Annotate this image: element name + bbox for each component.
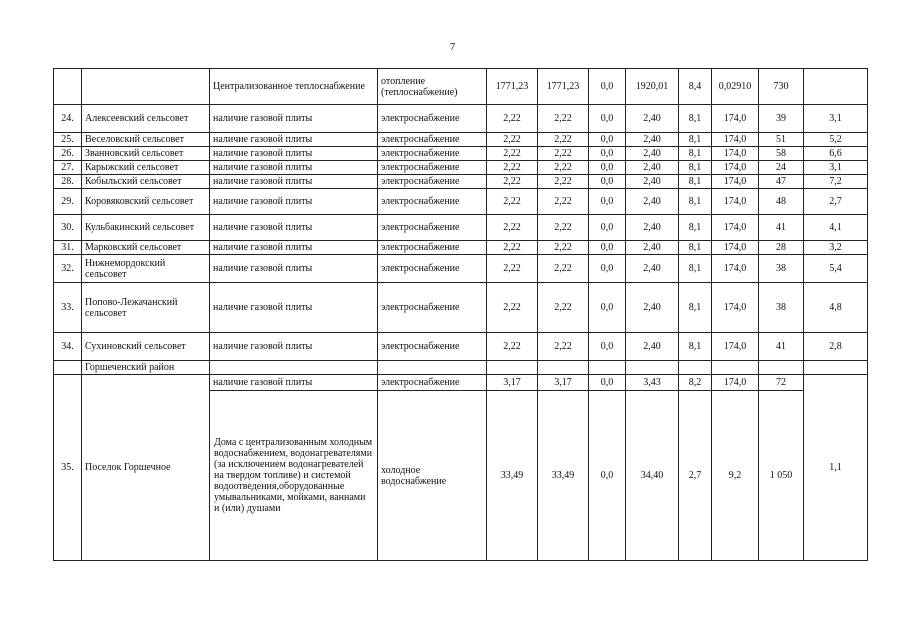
cell-c5: 8,1: [679, 333, 712, 361]
cell-num: 26.: [54, 147, 82, 161]
cell-c5: 8,1: [679, 105, 712, 133]
cell-name: Поселок Горшечное: [82, 375, 210, 561]
cell-resource: электроснабжение: [378, 133, 487, 147]
cell-c1: 2,22: [487, 333, 538, 361]
cell-c4: 2,40: [626, 189, 679, 215]
cell-num: 25.: [54, 133, 82, 147]
cell-c2: 2,22: [538, 215, 589, 241]
cell-num: [54, 361, 82, 375]
cell-type: наличие газовой плиты: [210, 175, 378, 189]
cell-num: 29.: [54, 189, 82, 215]
cell-name: Сухиновский сельсовет: [82, 333, 210, 361]
cell-c2: 2,22: [538, 147, 589, 161]
cell-type: Централизованное теплоснабжение: [210, 69, 378, 105]
cell-c1: 1771,23: [487, 69, 538, 105]
cell-c6: 174,0: [712, 215, 759, 241]
cell-c7: 28: [759, 241, 804, 255]
cell-c8: 2,8: [804, 333, 868, 361]
table-row-35-gas: [54, 375, 868, 391]
cell-name: [82, 69, 210, 105]
cell-name: Кобыльский сельсовет: [82, 175, 210, 189]
cell-c2: 2,22: [538, 133, 589, 147]
table-row: [54, 105, 868, 133]
cell-c4: 1920,01: [626, 69, 679, 105]
page-number: 7: [449, 41, 456, 53]
cell-c2: 33,49: [538, 391, 589, 561]
cell-c7: 1 050: [759, 391, 804, 561]
cell-c3: 0,0: [589, 333, 626, 361]
cell-type: Дома с централизованным холодным водоснабжением, водонагревателями (за исключением водонагревателей на твердом топливе) и системой водоотведения,оборудованные умывальниками, мойками, ваннами и (или) душами: [210, 391, 378, 561]
cell-c8: [804, 69, 868, 105]
cell-c2: 2,22: [538, 161, 589, 175]
cell-num: 33.: [54, 283, 82, 333]
district-row: [54, 361, 868, 375]
cell-c3: 0,0: [589, 375, 626, 391]
cell-c1: 2,22: [487, 105, 538, 133]
cell-c3: 0,0: [589, 241, 626, 255]
cell-type: наличие газовой плиты: [210, 147, 378, 161]
cell-name: Нижнемордокский сельсовет: [82, 255, 210, 283]
cell-c1: 2,22: [487, 241, 538, 255]
cell-c7: 48: [759, 189, 804, 215]
cell-c8: 3,1: [804, 161, 868, 175]
cell-c2: 2,22: [538, 255, 589, 283]
cell-c6: 174,0: [712, 333, 759, 361]
cell-c5: 8,1: [679, 161, 712, 175]
table-row: [54, 215, 868, 241]
cell-c6: 174,0: [712, 147, 759, 161]
cell-name: Коровяковский сельсовет: [82, 189, 210, 215]
cell-resource: электроснабжение: [378, 333, 487, 361]
cell-c1: 2,22: [487, 189, 538, 215]
cell-c4: 2,40: [626, 333, 679, 361]
cell-c6: 174,0: [712, 189, 759, 215]
cell-type: наличие газовой плиты: [210, 133, 378, 147]
table-row: [54, 255, 868, 283]
cell-c6: 174,0: [712, 375, 759, 391]
cell-c7: 38: [759, 283, 804, 333]
cell-c5: 8,1: [679, 147, 712, 161]
cell-c4: 34,40: [626, 391, 679, 561]
cell-c5: 8,1: [679, 175, 712, 189]
cell-c3: 0,0: [589, 175, 626, 189]
cell-resource: электроснабжение: [378, 161, 487, 175]
cell-c2: 2,22: [538, 105, 589, 133]
cell-c8: 4,8: [804, 283, 868, 333]
cell-type: наличие газовой плиты: [210, 333, 378, 361]
cell-name: Веселовский сельсовет: [82, 133, 210, 147]
cell-c5: 8,1: [679, 241, 712, 255]
district-name: Горшеченский район: [82, 361, 210, 375]
cell-c1: 3,17: [487, 375, 538, 391]
consumption-norms-table: [53, 68, 868, 561]
cell-c4: 2,40: [626, 161, 679, 175]
cell-c1: 2,22: [487, 215, 538, 241]
cell-c5: 8,4: [679, 69, 712, 105]
cell-c3: 0,0: [589, 161, 626, 175]
cell-c7: 72: [759, 375, 804, 391]
cell-c4: 2,40: [626, 105, 679, 133]
cell-name: Попово-Лежачанский сельсовет: [82, 283, 210, 333]
cell-name: Марковский сельсовет: [82, 241, 210, 255]
cell-c4: 3,43: [626, 375, 679, 391]
cell-c3: 0,0: [589, 189, 626, 215]
cell-name: Званновский сельсовет: [82, 147, 210, 161]
cell-c1: 2,22: [487, 147, 538, 161]
cell-type: наличие газовой плиты: [210, 161, 378, 175]
cell-c8: 7,2: [804, 175, 868, 189]
cell-c5: 8,1: [679, 215, 712, 241]
cell-c8: 2,7: [804, 189, 868, 215]
cell-name: Алексеевский сельсовет: [82, 105, 210, 133]
cell-type: наличие газовой плиты: [210, 375, 378, 391]
cell-c6: 174,0: [712, 161, 759, 175]
cell-c2: 3,17: [538, 375, 589, 391]
cell-c7: 47: [759, 175, 804, 189]
cell-c5: 8,2: [679, 375, 712, 391]
table-row: [54, 189, 868, 215]
cell-c1: 2,22: [487, 255, 538, 283]
cell-c6: 174,0: [712, 241, 759, 255]
cell-num: 27.: [54, 161, 82, 175]
cell-resource: [378, 361, 487, 375]
cell-c4: 2,40: [626, 175, 679, 189]
cell-c3: 0,0: [589, 133, 626, 147]
cell-resource: холодное водоснабжение: [378, 391, 487, 561]
cell-c8: 5,4: [804, 255, 868, 283]
cell-type: наличие газовой плиты: [210, 241, 378, 255]
cell-num: 35.: [54, 375, 82, 561]
table-row: [54, 133, 868, 147]
cell-resource: электроснабжение: [378, 147, 487, 161]
cell-resource: электроснабжение: [378, 175, 487, 189]
cell-c2: 2,22: [538, 241, 589, 255]
table-row: [54, 175, 868, 189]
cell-num: 32.: [54, 255, 82, 283]
table-row: [54, 147, 868, 161]
cell-c5: 8,1: [679, 283, 712, 333]
cell-type: [210, 361, 378, 375]
cell-c1: 33,49: [487, 391, 538, 561]
cell-c2: 2,22: [538, 189, 589, 215]
cell-type: наличие газовой плиты: [210, 255, 378, 283]
cell-c8: 4,1: [804, 215, 868, 241]
cell-c8: 5,2: [804, 133, 868, 147]
cell-c7: 41: [759, 333, 804, 361]
cell-c3: 0,0: [589, 215, 626, 241]
cell-c2: 2,22: [538, 333, 589, 361]
cell-c5: 2,7: [679, 391, 712, 561]
cell-resource: электроснабжение: [378, 241, 487, 255]
cell-c3: 0,0: [589, 283, 626, 333]
cell-num: 31.: [54, 241, 82, 255]
cell-c8: 3,2: [804, 241, 868, 255]
cell-c6: 174,0: [712, 133, 759, 147]
cell-name: Карыжский сельсовет: [82, 161, 210, 175]
table-row: [54, 283, 868, 333]
cell-c1: 2,22: [487, 175, 538, 189]
cell-resource: отопление (теплоснабжение): [378, 69, 487, 105]
cell-c3: 0,0: [589, 255, 626, 283]
cell-c7: 41: [759, 215, 804, 241]
cell-c1: 2,22: [487, 161, 538, 175]
cell-resource: электроснабжение: [378, 283, 487, 333]
cell-c7: 58: [759, 147, 804, 161]
cell-num: 34.: [54, 333, 82, 361]
cell-c2: 1771,23: [538, 69, 589, 105]
cell-resource: электроснабжение: [378, 105, 487, 133]
cell-c7: 38: [759, 255, 804, 283]
cell-c6: 174,0: [712, 283, 759, 333]
cell-resource: электроснабжение: [378, 375, 487, 391]
cell-c6: 0,02910: [712, 69, 759, 105]
cell-c4: 2,40: [626, 215, 679, 241]
cell-type: наличие газовой плиты: [210, 105, 378, 133]
table-row: [54, 333, 868, 361]
cell-c7: 730: [759, 69, 804, 105]
cell-c4: 2,40: [626, 133, 679, 147]
cell-c7: 39: [759, 105, 804, 133]
cell-resource: электроснабжение: [378, 189, 487, 215]
cell-num: 24.: [54, 105, 82, 133]
cell-c4: 2,40: [626, 283, 679, 333]
cell-c4: 2,40: [626, 147, 679, 161]
cell-num: [54, 69, 82, 105]
cell-c2: 2,22: [538, 175, 589, 189]
cell-c8: 1,1: [804, 375, 868, 561]
cell-c3: 0,0: [589, 391, 626, 561]
cell-name: Кульбакинский сельсовет: [82, 215, 210, 241]
table-row: [54, 161, 868, 175]
cell-c6: 9,2: [712, 391, 759, 561]
cell-c6: 174,0: [712, 175, 759, 189]
cell-c8: 6,6: [804, 147, 868, 161]
cell-c7: 24: [759, 161, 804, 175]
cell-c4: 2,40: [626, 241, 679, 255]
cell-c4: 2,40: [626, 255, 679, 283]
table-header-row: [54, 69, 868, 105]
cell-num: 28.: [54, 175, 82, 189]
cell-resource: электроснабжение: [378, 255, 487, 283]
cell-c6: 174,0: [712, 105, 759, 133]
cell-c2: 2,22: [538, 283, 589, 333]
cell-c5: 8,1: [679, 255, 712, 283]
cell-c5: 8,1: [679, 133, 712, 147]
cell-c3: 0,0: [589, 105, 626, 133]
cell-c3: 0,0: [589, 69, 626, 105]
cell-c7: 51: [759, 133, 804, 147]
cell-num: 30.: [54, 215, 82, 241]
cell-type: наличие газовой плиты: [210, 283, 378, 333]
cell-type: наличие газовой плиты: [210, 215, 378, 241]
cell-resource: электроснабжение: [378, 215, 487, 241]
cell-c5: 8,1: [679, 189, 712, 215]
cell-c1: 2,22: [487, 133, 538, 147]
table-row: [54, 241, 868, 255]
cell-c8: 3,1: [804, 105, 868, 133]
cell-c6: 174,0: [712, 255, 759, 283]
cell-c3: 0,0: [589, 147, 626, 161]
cell-type: наличие газовой плиты: [210, 189, 378, 215]
cell-c1: 2,22: [487, 283, 538, 333]
